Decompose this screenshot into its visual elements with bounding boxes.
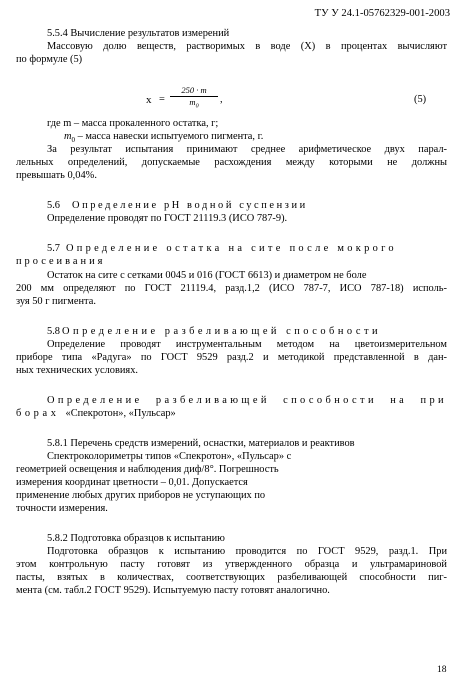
where2-symbol: m <box>64 131 72 142</box>
formula-den-symbol: m <box>189 97 196 107</box>
instruments-title-2b: «Спекротон», «Пульсар» <box>65 408 176 419</box>
section-5-7-title-1 <box>47 243 397 255</box>
formula-number: (5) <box>414 94 427 105</box>
s582-line-4: мента (см. табл.2 ГОСТ 9529). Испытуемую пасту готовят аналогично. <box>16 585 330 596</box>
s554-line-2: по формуле (5) <box>16 54 83 65</box>
s581-line-1: Спектроколориметры типов «Спекротон», «Пульсар» с <box>47 451 292 462</box>
formula-denominator <box>170 97 218 112</box>
where2-rest: – масса навески испытуемого пигмента, г. <box>75 131 264 142</box>
s554-where-1: где m – масса прокаленного остатка, г; <box>47 118 219 129</box>
section-5-8-title <box>47 326 381 338</box>
s57-line-1: Остаток на сите с сетками 0045 и 016 (ГОСТ 6613) и диаметром не боле <box>47 270 367 281</box>
s57-num: 5.7 <box>47 243 60 254</box>
s582-line-3: пасты, взятых в количествах, соответствующих разбеливающей способности пиг- <box>16 572 447 583</box>
s554-para-3: превышать 0,04%. <box>16 170 97 181</box>
formula-numerator: 250 · m <box>181 85 207 95</box>
s582-line-2: этом контрольную пасту готовят из утвержденного образца и ультрамариновой <box>16 559 447 570</box>
s554-line-1: Массовую долю веществ, растворимых в воде (Х) в процентах вычисляют <box>47 41 447 52</box>
s582-line-1: Подготовка образцов к испытанию проводится по ГОСТ 9529, разд.1. При <box>47 546 447 557</box>
s554-para-2: лельных определений, допускаемые расхождения между которыми не должны <box>16 157 447 168</box>
formula-comma: , <box>220 94 223 105</box>
s581-line-3: измерения координат цветности – 0,01. Допускается <box>16 477 248 488</box>
formula-fraction <box>170 85 218 112</box>
section-5-8-1-title: 5.8.1 Перечень средств измерений, оснастки, материалов и реактивов <box>47 438 355 449</box>
s58-line-2: приборе типа «Радуга» по ГОСТ 9529 разд.2 и методикой представленной в дан- <box>16 352 447 363</box>
section-5-8-2-title: 5.8.2 Подготовка образцов к испытанию <box>47 533 225 544</box>
s581-line-2: геометрией освещения и наблюдения диф/8°. Погрешность <box>16 464 279 475</box>
s581-line-4: применение любых других приборов не уступающих по <box>16 490 266 501</box>
page-number: 18 <box>437 664 447 675</box>
document-code-header: ТУ У 24.1-05762329-001-2003 <box>314 8 450 19</box>
formula-equals: = <box>159 94 165 105</box>
s581-line-5: точности измерения. <box>16 503 108 514</box>
instruments-title-2a: борах <box>16 408 60 419</box>
instruments-title-2 <box>16 408 176 420</box>
s58-line-1: Определение проводят инструментальным методом на цветоизмерительном <box>47 339 447 350</box>
section-5-7-title-2: просеивания <box>16 256 106 267</box>
s56-num: 5.6 <box>47 200 60 211</box>
s57-line-2: 200 мм определяют по ГОСТ 21119.4, разд.1,2 (ИСО 787-7, ИСО 787-18) исполь- <box>16 283 447 294</box>
s58-line-3: ных технических условиях. <box>16 365 139 376</box>
s57-line-3: зуя 50 г пигмента. <box>16 296 96 307</box>
s57-text: Определение остатка на сите после мокрого <box>66 243 397 254</box>
s58-num: 5.8 <box>47 326 60 337</box>
section-5-6-title <box>47 200 308 212</box>
s56-text: Определение рН водной суспензии <box>72 200 308 211</box>
formula-den-sub: 0 <box>195 103 199 110</box>
s56-line-1: Определение проводят по ГОСТ 21119.3 (ИСО 787-9). <box>47 213 288 224</box>
section-5-5-4-title: 5.5.4 Вычисление результатов измерений <box>47 28 230 39</box>
formula-x: х <box>146 94 152 106</box>
where2-sub: 0 <box>71 136 76 145</box>
instruments-title-1: Определение разбеливающей способности на при <box>47 395 447 406</box>
s58-text: Определение разбеливающей способности <box>62 326 382 337</box>
s554-para-1: За результат испытания принимают среднее арифметическое двух парал- <box>47 144 447 155</box>
